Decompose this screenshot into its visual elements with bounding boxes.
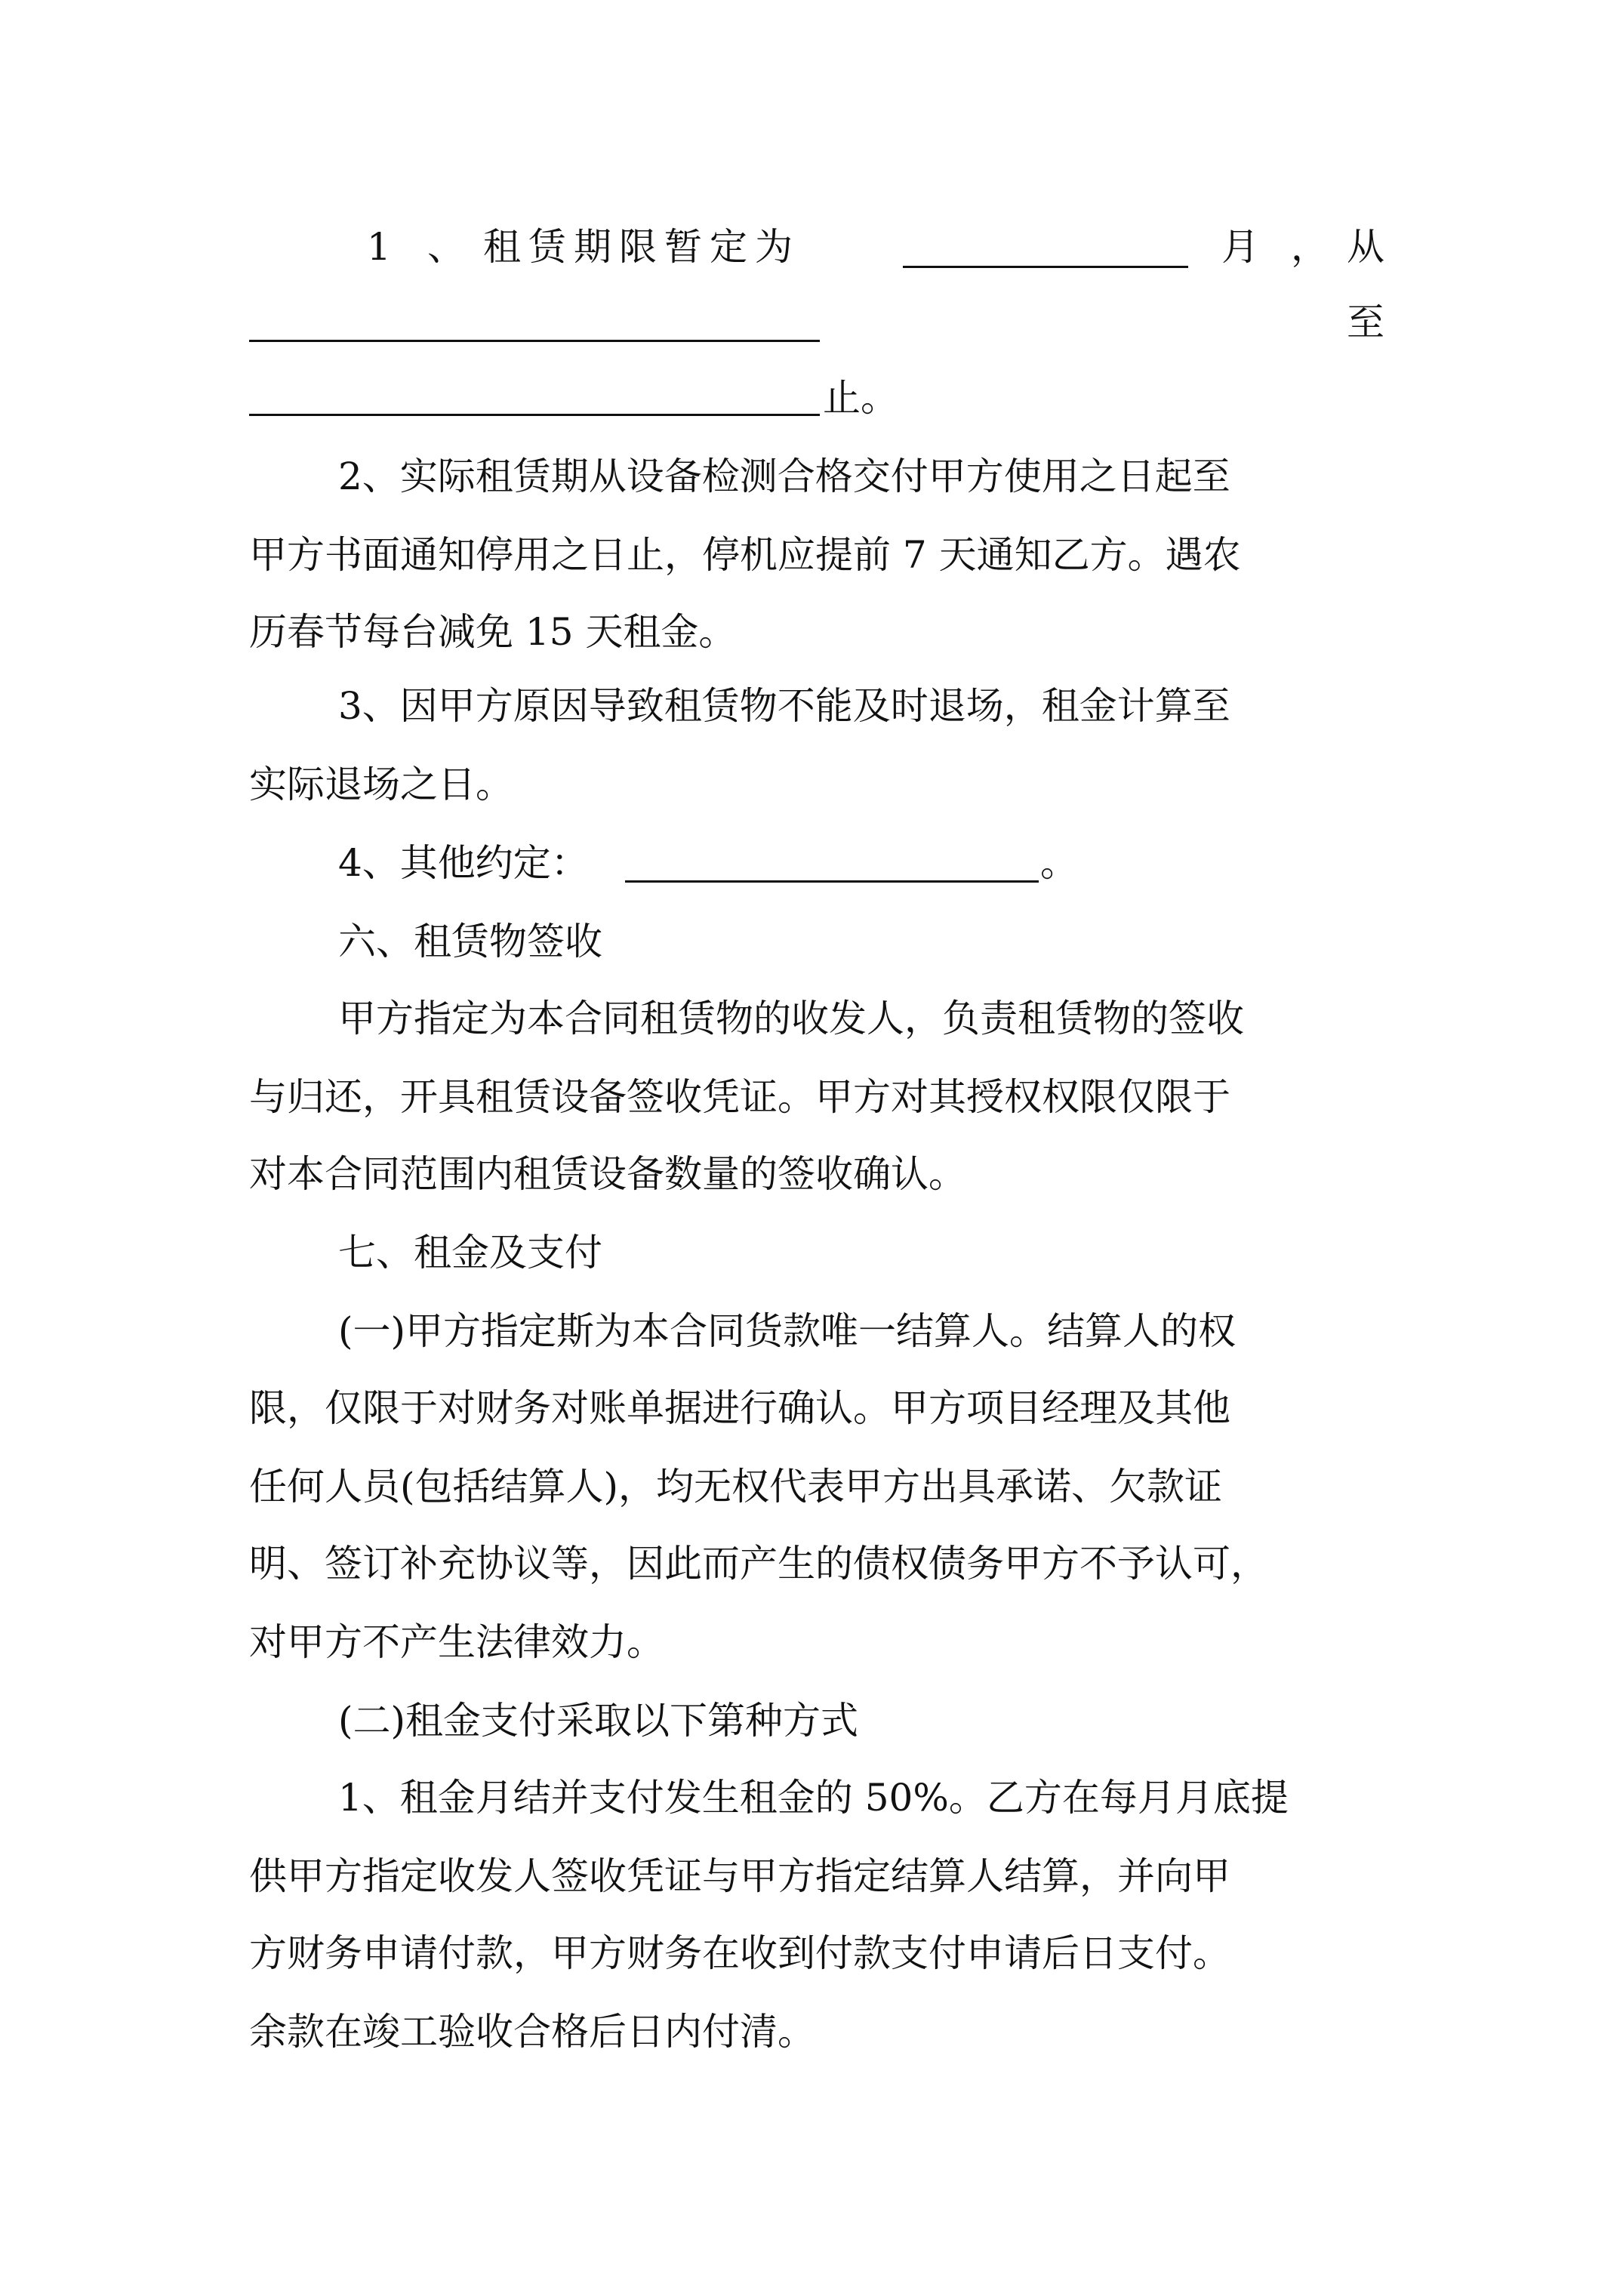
paragraph-line: 甲方书面通知停用之日止，停机应提前 7 天通知乙方。遇农 bbox=[249, 533, 1241, 577]
paragraph-line: 方财务申请付款，甲方财务在收到付款支付申请后日支付。 bbox=[249, 1931, 1230, 1975]
term-months-blank bbox=[903, 266, 1188, 268]
term-char: 定 bbox=[710, 225, 747, 269]
term-month-label: 月 bbox=[1221, 225, 1259, 269]
paragraph-line: 限，仅限于对财务对账单据进行确认。甲方项目经理及其他 bbox=[249, 1386, 1230, 1430]
paragraph-line: 3、因甲方原因导致租赁物不能及时退场，租金计算至 bbox=[338, 684, 1230, 728]
paragraph-line: 对甲方不产生法律效力。 bbox=[249, 1620, 664, 1664]
paragraph-line: 余款在竣工验收合格后日内付清。 bbox=[249, 2010, 815, 2054]
term-number: 1 bbox=[367, 225, 391, 269]
paragraph-line: 2、实际租赁期从设备检测合格交付甲方使用之日起至 bbox=[338, 455, 1230, 498]
term-char: 期 bbox=[574, 225, 611, 269]
other-terms-blank bbox=[625, 880, 1039, 883]
term-to-label: 至 bbox=[1347, 300, 1384, 344]
paragraph-line: 任何人员(包括结算人)，均无权代表甲方出具承诺、欠款证 bbox=[249, 1465, 1223, 1509]
paragraph-line: 明、签订补充协议等，因此而产生的债权债务甲方不予认可， bbox=[249, 1542, 1268, 1586]
term-separator: 、 bbox=[427, 225, 465, 269]
paragraph-line: 甲方指定为本合同租赁物的收发人，负责租赁物的签收 bbox=[338, 997, 1244, 1040]
section-heading: 六、租赁物签收 bbox=[338, 920, 602, 963]
term-char: 暂 bbox=[664, 225, 702, 269]
paragraph-line: 历春节每台减免 15 天租金。 bbox=[249, 610, 737, 654]
term-char: 为 bbox=[755, 225, 793, 269]
paragraph-line: 对本合同范围内租赁设备数量的签收确认。 bbox=[249, 1152, 966, 1196]
other-terms-label: 4、其他约定： bbox=[338, 841, 589, 885]
paragraph-line: 供甲方指定收发人签收凭证与甲方指定结算人结算，并向甲 bbox=[249, 1854, 1230, 1898]
term-start-date-blank bbox=[249, 340, 820, 342]
paragraph-line: 实际退场之日。 bbox=[249, 763, 513, 806]
term-end-date-blank bbox=[249, 414, 820, 416]
paragraph-line: 与归还，开具租赁设备签收凭证。甲方对其授权权限仅限于 bbox=[249, 1075, 1230, 1119]
section-heading: 七、租金及支付 bbox=[338, 1231, 602, 1274]
term-from-label: 从 bbox=[1347, 225, 1384, 269]
term-month-comma: ， bbox=[1291, 225, 1329, 269]
other-terms-end: 。 bbox=[1040, 841, 1078, 885]
term-char: 赁 bbox=[528, 225, 566, 269]
subsection-heading: (二)租金支付采取以下第种方式 bbox=[338, 1699, 859, 1743]
paragraph-line: (一)甲方指定斯为本合同货款唯一结算人。结算人的权 bbox=[338, 1309, 1236, 1353]
term-char: 租 bbox=[483, 225, 521, 269]
paragraph-line: 1、租金月结并支付发生租金的 50%。乙方在每月月底提 bbox=[338, 1776, 1289, 1820]
term-end-label: 止。 bbox=[823, 376, 898, 420]
term-char: 限 bbox=[619, 225, 657, 269]
